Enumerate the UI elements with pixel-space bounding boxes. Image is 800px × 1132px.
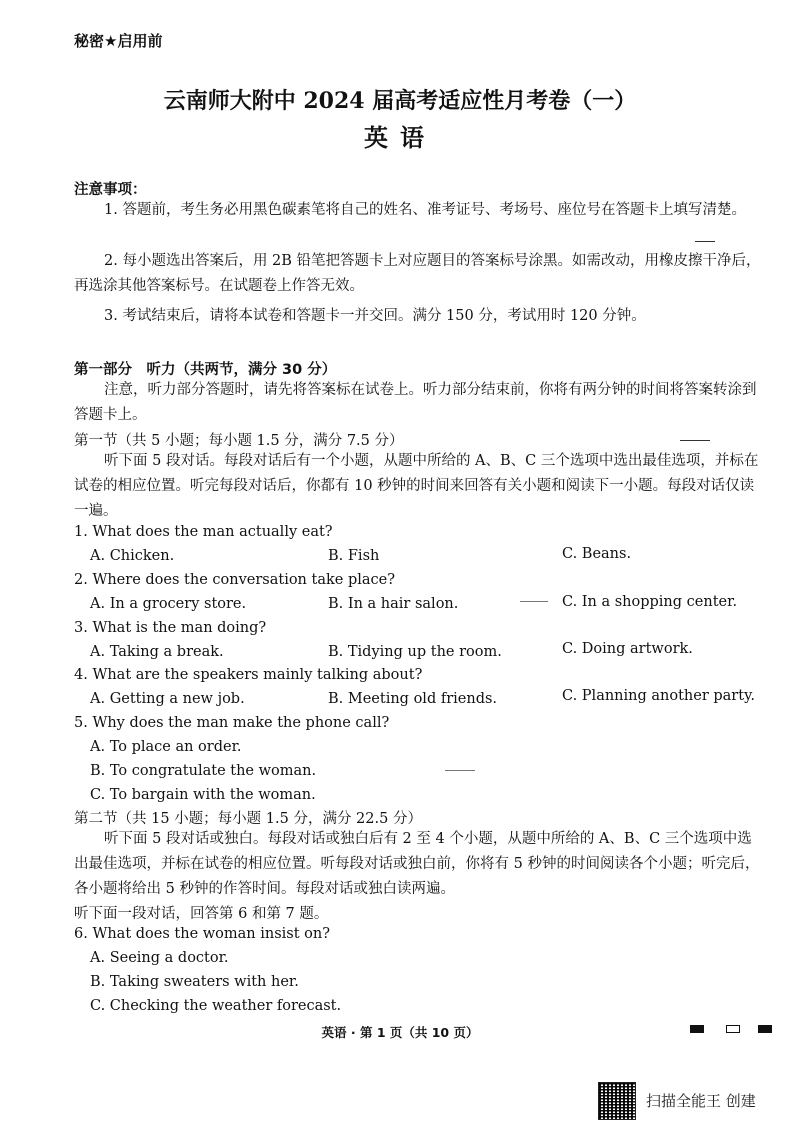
filled-mark xyxy=(758,1025,772,1033)
question-2-stem: 2. Where does the conversation take place? xyxy=(74,572,395,588)
question-4-stem: 4. What are the speakers mainly talking about? xyxy=(74,667,423,683)
scan-mark xyxy=(520,601,548,602)
section2-instruction: 听下面一段对话，回答第 6 和第 7 题。 xyxy=(74,906,329,922)
question-1-option-c: C. Beans. xyxy=(562,546,632,562)
notice-item-2: 2. 每小题选出答案后，用 2B 铅笔把答题卡上对应题目的答案标号涂黑。如需改动，用橡皮擦干净后，再选涂其他答案标号。在试题卷上作答无效。 xyxy=(74,253,761,294)
notice-item-3: 3. 考试结束后，请将本试卷和答题卡一并交回。满分 150 分，考试用时 120 分钟。 xyxy=(104,308,646,324)
confidential-label: 秘密★启用前 xyxy=(74,32,163,50)
question-4-option-c: C. Planning another party. xyxy=(562,688,755,704)
question-6-option-b: B. Taking sweaters with her. xyxy=(90,974,299,990)
filled-mark xyxy=(690,1025,704,1033)
question-6-option-a: A. Seeing a doctor. xyxy=(90,950,229,966)
question-3-option-c: C. Doing artwork. xyxy=(562,641,693,657)
section1-intro: 听下面 5 段对话。每段对话后有一个小题，从题中所给的 A、B、C 三个选项中选出最佳选项，并标在试卷的相应位置。听完每段对话后，你都有 10 秒钟的时间来回答有关小题和阅读下一小题。每段对话仅读一遍。 xyxy=(74,453,759,519)
question-5-option-c: C. To bargain with the woman. xyxy=(90,787,316,803)
scan-mark xyxy=(695,241,715,242)
question-3-stem: 3. What is the man doing? xyxy=(74,620,267,636)
question-6-stem: 6. What does the woman insist on? xyxy=(74,926,331,942)
exam-title: 云南师大附中 2024 届高考适应性月考卷（一） xyxy=(163,88,637,114)
notice-item-1: 1. 答题前，考生务必用黑色碳素笔将自己的姓名、准考证号、考场号、座位号在答题卡上填写清楚。 xyxy=(104,202,746,218)
scan-mark xyxy=(445,770,475,771)
part1-heading: 第一部分 听力（共两节，满分 30 分） xyxy=(74,362,337,378)
question-4-option-b: B. Meeting old friends. xyxy=(328,691,498,707)
question-4-option-a: A. Getting a new job. xyxy=(90,691,245,707)
question-5-option-b: B. To congratulate the woman. xyxy=(90,763,317,779)
qr-code-icon xyxy=(598,1082,636,1120)
question-1-option-a: A. Chicken. xyxy=(90,548,175,564)
question-2-option-a: A. In a grocery store. xyxy=(90,596,247,612)
question-6-option-c: C. Checking the weather forecast. xyxy=(90,998,342,1014)
question-5-stem: 5. Why does the man make the phone call? xyxy=(74,715,390,731)
scanner-label: 扫描全能王 创建 xyxy=(646,1092,756,1110)
section2-intro: 听下面 5 段对话或独白。每段对话或独白后有 2 至 4 个小题，从题中所给的 A、B、C 三个选项中选出最佳选项，并标在试卷的相应位置。听每段对话或独白前，你将有 5 秒钟的时间阅读各个小题；听完后，各小题将给出 5 秒钟的作答时间。每段对话或独白读两遍。 xyxy=(74,831,760,897)
question-1-stem: 1. What does the man actually eat? xyxy=(74,524,333,540)
question-3-option-b: B. Tidying up the room. xyxy=(328,644,502,660)
section2-heading: 第二节（共 15 小题；每小题 1.5 分，满分 22.5 分） xyxy=(74,811,422,827)
question-3-option-a: A. Taking a break. xyxy=(90,644,224,660)
section1-heading: 第一节（共 5 小题；每小题 1.5 分，满分 7.5 分） xyxy=(74,433,404,449)
question-2-option-b: B. In a hair salon. xyxy=(328,596,459,612)
question-5-option-a: A. To place an order. xyxy=(90,739,242,755)
notice-heading: 注意事项： xyxy=(74,182,147,198)
page-footer: 英语 · 第 1 页（共 10 页） xyxy=(321,1025,479,1040)
part1-intro: 注意，听力部分答题时，请先将答案标在试卷上。听力部分结束前，你将有两分钟的时间将答案转涂到答题卡上。 xyxy=(74,382,757,423)
question-2-option-c: C. In a shopping center. xyxy=(562,594,738,610)
question-1-option-b: B. Fish xyxy=(328,548,380,564)
hollow-mark xyxy=(726,1025,740,1033)
scan-mark xyxy=(680,440,710,441)
subject-title: 英语 xyxy=(364,123,436,152)
